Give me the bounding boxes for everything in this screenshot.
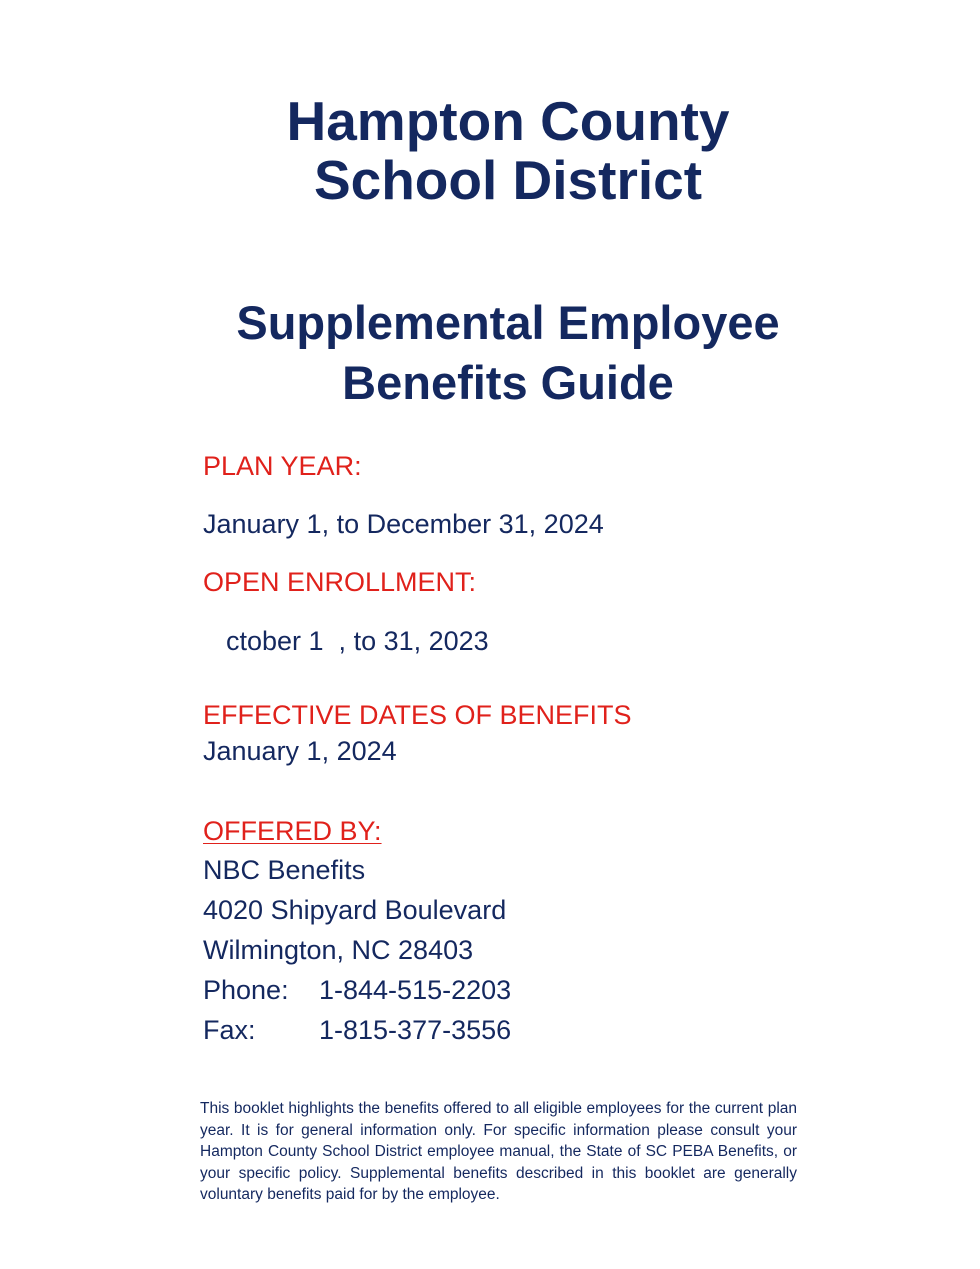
guide-title [0, 293, 980, 413]
city-state-zip: Wilmington, NC 28403 [203, 935, 474, 965]
disclaimer-text: This booklet highlights the benefits offered to all eligible employees for the current plan year. It is for general information only. For specific information please consult your Hampton County School District employee manual, the State of SC PEBA Benefits, or your specific policy. Supplemental benefits described in this booklet are generally voluntary benefits paid for by the employee. [200, 1100, 797, 1203]
guide-title-line-2: Benefits Guide [342, 356, 674, 409]
effective-dates-label: EFFECTIVE DATES OF BENEFITS [203, 700, 632, 730]
phone-row [203, 974, 511, 1006]
district-title-line-1: Hampton County [286, 90, 730, 152]
guide-title-line-1: Supplemental Employee [236, 296, 780, 349]
effective-dates-value: January 1, 2024 [203, 736, 397, 766]
fax-number: 1-815-377-3556 [319, 1015, 512, 1045]
company-name: NBC Benefits [203, 855, 366, 885]
phone-number: 1-844-515-2203 [319, 975, 512, 1005]
phone-label: Phone: [203, 975, 289, 1005]
open-enrollment-value: ctober 1 , to 31, 2023 [226, 626, 489, 656]
plan-year-label: PLAN YEAR: [203, 451, 362, 481]
district-title [0, 92, 980, 210]
open-enrollment-label: OPEN ENROLLMENT: [203, 567, 477, 597]
fax-label: Fax: [203, 1015, 256, 1045]
offered-by-label: OFFERED BY: [203, 816, 382, 846]
district-title-line-2: School District [313, 149, 703, 211]
fax-row [203, 1014, 511, 1046]
plan-year-value: January 1, to December 31, 2024 [203, 509, 604, 539]
street-address: 4020 Shipyard Boulevard [203, 895, 507, 925]
